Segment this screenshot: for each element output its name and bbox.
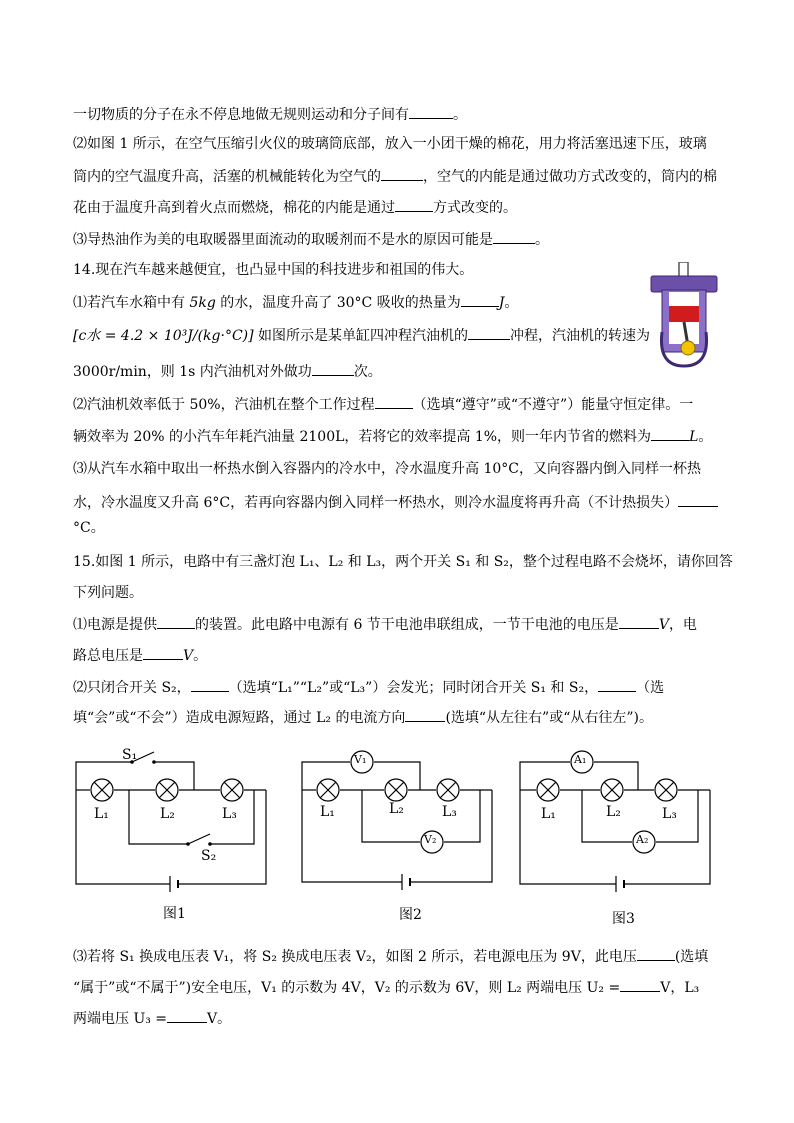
answer-blank[interactable] [312, 361, 354, 376]
answer-blank[interactable] [637, 946, 675, 961]
label-l1: L₁ [320, 804, 335, 820]
q15-title: 15.如图 1 所示，电路中有三盏灯泡 L₁、L₂ 和 L₃，两个开关 S₁ 和 S₂，整个过程电路不会烧坏，请你回答 [73, 554, 733, 570]
voltmeter-v1-label: V₁ [354, 753, 367, 766]
label-l3: L₃ [662, 806, 677, 822]
q13-2-line-1: ⑵如图 1 所示，在空气压缩引火仪的玻璃筒底部，放入一小团干燥的棉花，用力将活塞迅速下压，玻璃 [73, 136, 707, 152]
voltmeter-v2-label: V₂ [424, 833, 437, 846]
label-l1: L₁ [541, 806, 556, 822]
q14-3-line-1: ⑶从汽车水箱中取出一杯热水倒入容器内的冷水中，冷水温度升高 10°C，又向容器内倒入同样一杯热 [73, 461, 701, 477]
answer-blank[interactable] [461, 292, 499, 307]
figure-3-caption: 图3 [612, 911, 635, 927]
q15-1-line-1: ⑴电源是提供 的装置。此电路中电源有 6 节干电池串联组成，一节干电池的电压是 V，电 [73, 614, 697, 634]
label-l3: L₃ [442, 804, 457, 820]
q14-2-line-2: 辆效率为 20% 的小汽车年耗汽油量 2100L，若将它的效率提高 1%，则一年内节省的燃料为 L。 [73, 426, 712, 446]
q15-3-line-3: 两端电压 U₃ = V。 [73, 1008, 231, 1028]
q15-title-2: 下列问题。 [73, 585, 143, 601]
q14-title: 14.现在汽车越来越便宜，也凸显中国的科技进步和祖国的伟大。 [73, 262, 474, 278]
answer-blank[interactable] [651, 426, 689, 441]
q14-3-line-2: 水，冷水温度又升高 6°C，若再向容器内倒入同样一杯热水，则冷水温度将再升高（不计热损失） [73, 492, 718, 512]
switch-s2-blade [188, 834, 210, 844]
q15-2-line-2: 填“会”或“不会”）造成电源短路，通过 L₂ 的电流方向 (选填“从左往右”或“从右往左”)。 [73, 707, 653, 727]
answer-blank[interactable] [493, 229, 535, 244]
answer-blank[interactable] [191, 677, 229, 692]
q13-2-line-3: 花由于温度升高到着火点而燃烧，棉花的内能是通过 方式改变的。 [73, 197, 517, 217]
answer-blank[interactable] [619, 614, 659, 629]
answer-blank[interactable] [167, 1008, 207, 1023]
label-s2: S₂ [201, 848, 217, 864]
answer-blank[interactable] [381, 166, 423, 181]
label-s1: S₁ [122, 747, 138, 763]
answer-blank[interactable] [468, 325, 510, 340]
engine-diagram [648, 262, 720, 372]
q13-2-line-2: 筒内的空气温度升高，活塞的机械能转化为空气的 ，空气的内能是通过做功方式改变的，筒内的棉 [73, 166, 717, 186]
answer-blank[interactable] [598, 677, 636, 692]
specific-heat-formula: [c水 = 4.2 × 10³J/(kg·°C)] [73, 328, 254, 344]
q14-2-line-1: ⑵汽油机效率低于 50%，汽油机在整个工作过程 （选填“遵守”或“不遵守”）能量守恒定律。一 [73, 394, 693, 414]
q15-3-line-1: ⑶若将 S₁ 换成电压表 V₁，将 S₂ 换成电压表 V₂，如图 2 所示，若电源电压为 9V，此电压 (选填 [73, 946, 708, 966]
q14-3-line-3: °C。 [73, 520, 105, 536]
answer-blank[interactable] [157, 614, 195, 629]
q15-1-line-2: 路总电压是 V。 [73, 645, 207, 665]
label-l3: L₃ [222, 806, 237, 822]
q13-3-line: ⑶导热油作为美的电取暖器里面流动的取暖剂而不是水的原因可能是 。 [73, 229, 549, 249]
q15-2-line-1: ⑵只闭合开关 S₂， （选填“L₁”“L₂”或“L₃”）会发光；同时闭合开关 S₁ 和 S₂， （选 [73, 677, 664, 697]
figure-1-caption: 图1 [163, 906, 186, 922]
label-l2: L₂ [389, 801, 404, 817]
answer-blank[interactable] [405, 707, 445, 722]
q14-1-line-1: ⑴若汽车水箱中有 5kg 的水，温度升高了 30°C 吸收的热量为 J。 [73, 292, 518, 312]
q14-1-line-3: 3000r/min，则 1s 内汽油机对外做功 次。 [73, 361, 382, 381]
answer-blank[interactable] [409, 104, 453, 119]
answer-blank[interactable] [678, 492, 718, 507]
answer-blank[interactable] [375, 394, 413, 409]
q15-3-line-2: “属于”或“不属于”)安全电压，V₁ 的示数为 4V，V₂ 的示数为 6V，则 L₂ 两端电压 U₂ = V，L₃ [73, 977, 699, 997]
label-l2: L₂ [160, 806, 175, 822]
ammeter-a2-label: A₂ [636, 833, 649, 846]
q14-1-line-2: [c水 = 4.2 × 10³J/(kg·°C)] 如图所示是某单缸四冲程汽油机的 冲程，汽油机的转速为 [73, 325, 650, 345]
answer-blank[interactable] [395, 197, 433, 212]
label-l1: L₁ [94, 806, 109, 822]
ammeter-a1-label: A₁ [574, 753, 587, 766]
q13-line-1: 一切物质的分子在永不停息地做无规则运动和分子间有 。 [73, 104, 467, 124]
label-l2: L₂ [606, 804, 621, 820]
figure-2-caption: 图2 [399, 907, 422, 923]
answer-blank[interactable] [620, 977, 660, 992]
answer-blank[interactable] [143, 645, 183, 660]
